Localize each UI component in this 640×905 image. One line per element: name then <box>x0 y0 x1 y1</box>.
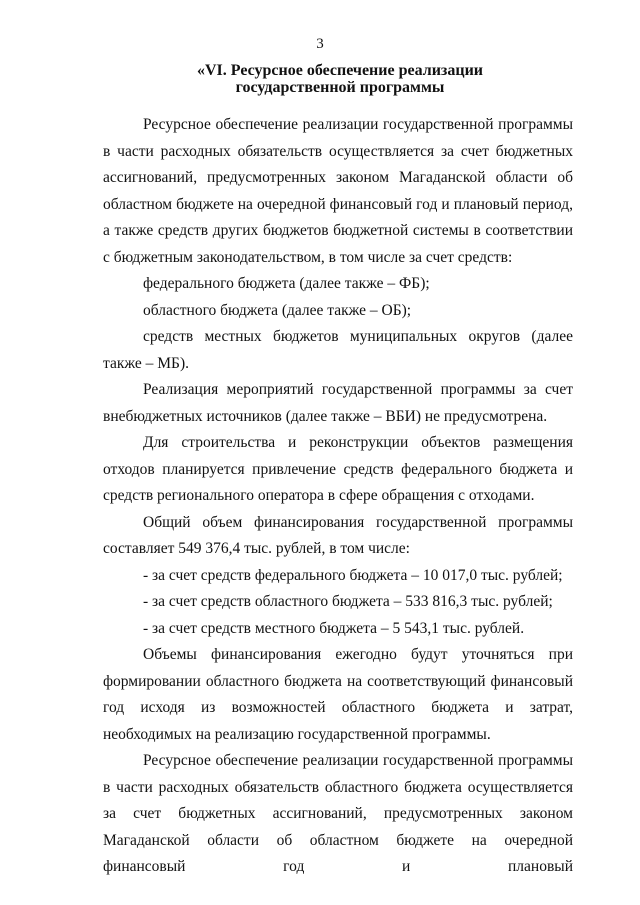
list-item-regional-budget: областного бюджета (далее также – ОБ); <box>143 301 412 319</box>
document-body <box>103 112 573 881</box>
paragraph-resource-regional: Ресурсное обеспечение реализации государственной программы в части расходных обязательств областного бюджета осуществляется за счет бюджетных ассигнований, предусмотренных законом Магаданской области об областном бюджете на очередной финансовый год и плановый <box>103 752 573 875</box>
funding-local: - за счет средств местного бюджета – 5 543,1 тыс. рублей. <box>143 619 525 637</box>
list-item-municipal-budgets: средств местных бюджетов муниципальных округов (далее также – МБ). <box>103 328 573 372</box>
paragraph-funding-clarification: Объемы финансирования ежегодно будут уточняться при формировании областного бюджета на соответствующий финансовый год исходя из возможностей областного бюджета и затрат, необходимых на реализацию государственной программы. <box>103 646 573 743</box>
paragraph-waste-facilities: Для строительства и реконструкции объектов размещения отходов планируется привлечение средств федерального бюджета и средств регионального оператора в сфере обращения с отходами. <box>103 434 573 504</box>
section-title-line-2: государственной программы <box>235 79 445 96</box>
list-item-federal-budget: федерального бюджета (далее также – ФБ); <box>143 275 430 292</box>
funding-federal: - за счет средств федерального бюджета – 10 017,0 тыс. рублей; <box>143 566 563 584</box>
paragraph-total-funding: Общий объем финансирования государственной программы составляет 549 376,4 тыс. рублей, в том числе: <box>103 513 573 557</box>
funding-regional: - за счет средств областного бюджета – 533 816,3 тыс. рублей; <box>143 593 553 610</box>
paragraph-extrabudgetary: Реализация мероприятий государственной программы за счет внебюджетных источников (далее также – ВБИ) не предусмотрена. <box>103 381 573 425</box>
page-number: 3 <box>316 36 324 52</box>
section-title-line-1: «VI. Ресурсное обеспечение реализации <box>196 62 484 79</box>
section-title <box>100 62 580 96</box>
paragraph-resource-intro: Ресурсное обеспечение реализации государственной программы в части расходных обязательств осуществляется за счет бюджетных ассигнований, предусмотренных законом Магаданской области об областном бюджете на очередной финансовый год и плановый период, а также средств других бюджетов бюджетной системы в соответствии с бюджетным законодательством, в том числе за счет средств: <box>103 116 573 266</box>
